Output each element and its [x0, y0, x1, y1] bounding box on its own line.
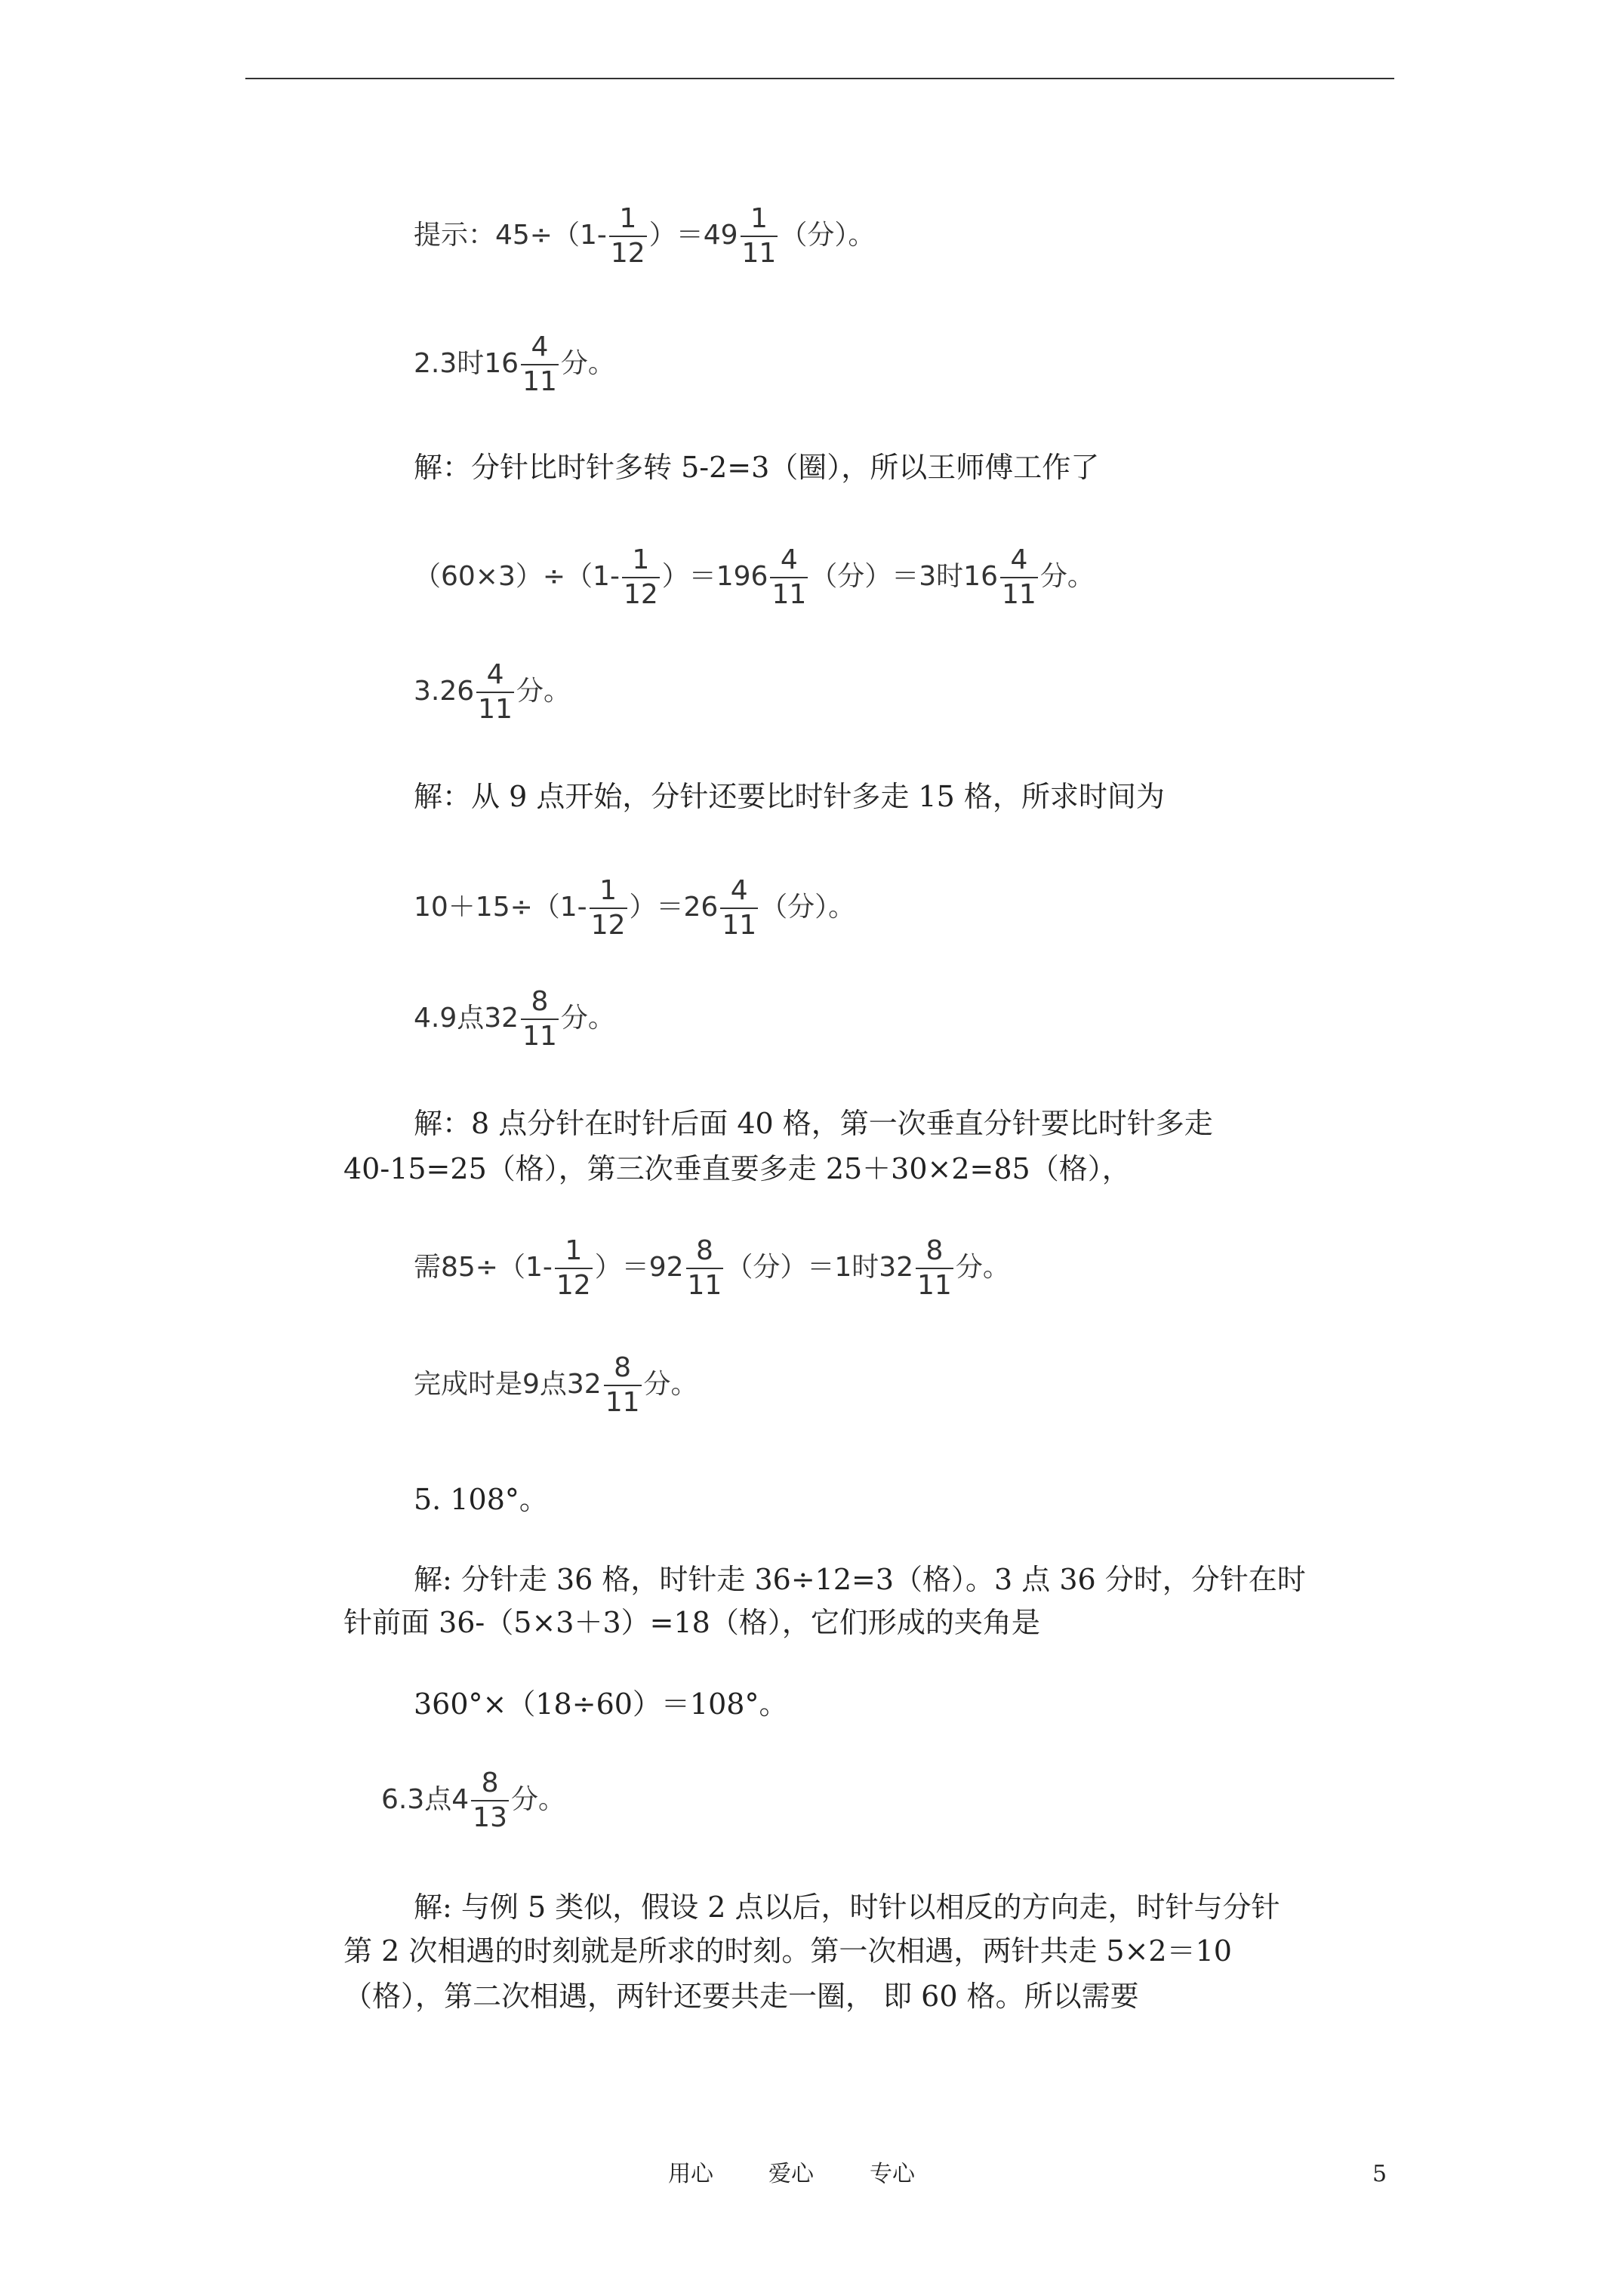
fraction: $\frac{4}{11}$ [722, 875, 757, 941]
solution-2-formula: （60×3）÷（1- $\frac{1}{12}$ ）＝196 $\frac{4}{11}$ （分）＝3时16 $\frac{4}{11}$ 分。 [414, 544, 1095, 610]
footer-word-3: 专心 [870, 2161, 915, 2187]
solution-6-line-2: 第 2 次相遇的时刻就是所求的时刻。第一次相遇，两针共走 5×2＝10 [343, 1934, 1232, 1968]
solution-4-formula: 需85÷（1- $\frac{1}{12}$ ）＝92 $\frac{8}{11}$ （分）＝1时32 $\frac{8}{11}$ 分。 [414, 1235, 1010, 1301]
solution-5-line-1: 解: 分针走 36 格，时针走 36÷12=3（格）。3 点 36 分时，分针在时 [414, 1563, 1306, 1596]
answer-6: 6.3点4 $\frac{8}{13}$ 分。 [381, 1767, 565, 1833]
solution-2: 解：分针比时针多转 5-2=3（圈），所以王师傅工作了 [414, 451, 1100, 484]
fraction: $\frac{8}{13}$ [473, 1767, 507, 1833]
fraction: $\frac{8}{11}$ [687, 1235, 722, 1301]
answer-2: 2.3时16 $\frac{4}{11}$ 分。 [414, 331, 615, 397]
fraction: $\frac{8}{11}$ [605, 1352, 640, 1418]
hint-formula: 提示：45÷（1- $\frac{1}{12}$ ）＝49 $\frac{1}{11}$ （分）。 [414, 203, 876, 269]
solution-6-line-3: （格），第二次相遇，两针还要共走一圈， 即 60 格。所以需要 [343, 1980, 1139, 2013]
fraction: $\frac{4}{11}$ [478, 659, 513, 725]
fraction: $\frac{8}{11}$ [917, 1235, 952, 1301]
answer-4: 4.9点32 $\frac{8}{11}$ 分。 [414, 986, 615, 1052]
solution-6-line-1: 解: 与例 5 类似，假设 2 点以后，时针以相反的方向走，时针与分针 [414, 1891, 1280, 1924]
solution-5-formula: 360°×（18÷60）＝108°。 [414, 1687, 788, 1721]
solution-4-line-1: 解：8 点分针在时针后面 40 格，第一次垂直分针要比时针多走 [414, 1107, 1213, 1140]
footer-word-2: 爱心 [768, 2161, 814, 2187]
answer-3: 3.26 $\frac{4}{11}$ 分。 [414, 659, 571, 725]
page-number: 5 [1372, 2161, 1387, 2187]
solution-4-line-2: 40-15=25（格），第三次垂直要多走 25＋30×2=85（格）， [343, 1152, 1131, 1185]
fraction: $\frac{1}{11}$ [741, 203, 777, 269]
fraction: $\frac{1}{12}$ [556, 1235, 591, 1301]
fraction: $\frac{1}{12}$ [590, 875, 626, 941]
solution-5-line-2: 针前面 36-（5×3＋3）=18（格），它们形成的夹角是 [343, 1606, 1040, 1639]
answer-5: 5. 108°。 [414, 1483, 548, 1516]
fraction: $\frac{1}{12}$ [623, 544, 658, 610]
header-rule [245, 78, 1394, 79]
solution-3-formula: 10＋15÷（1- $\frac{1}{12}$ ）＝26 $\frac{4}{11}$ （分）。 [414, 875, 856, 941]
fraction: $\frac{4}{11}$ [522, 331, 557, 397]
fraction: $\frac{4}{11}$ [1002, 544, 1036, 610]
fraction: $\frac{8}{11}$ [522, 986, 557, 1052]
footer-word-1: 用心 [668, 2161, 713, 2187]
fraction: $\frac{1}{12}$ [610, 203, 645, 269]
fraction: $\frac{4}{11}$ [771, 544, 807, 610]
solution-4-completion: 完成时是9点32 $\frac{8}{11}$ 分。 [414, 1352, 698, 1418]
solution-3: 解：从 9 点开始，分针还要比时针多走 15 格，所求时间为 [414, 780, 1165, 813]
